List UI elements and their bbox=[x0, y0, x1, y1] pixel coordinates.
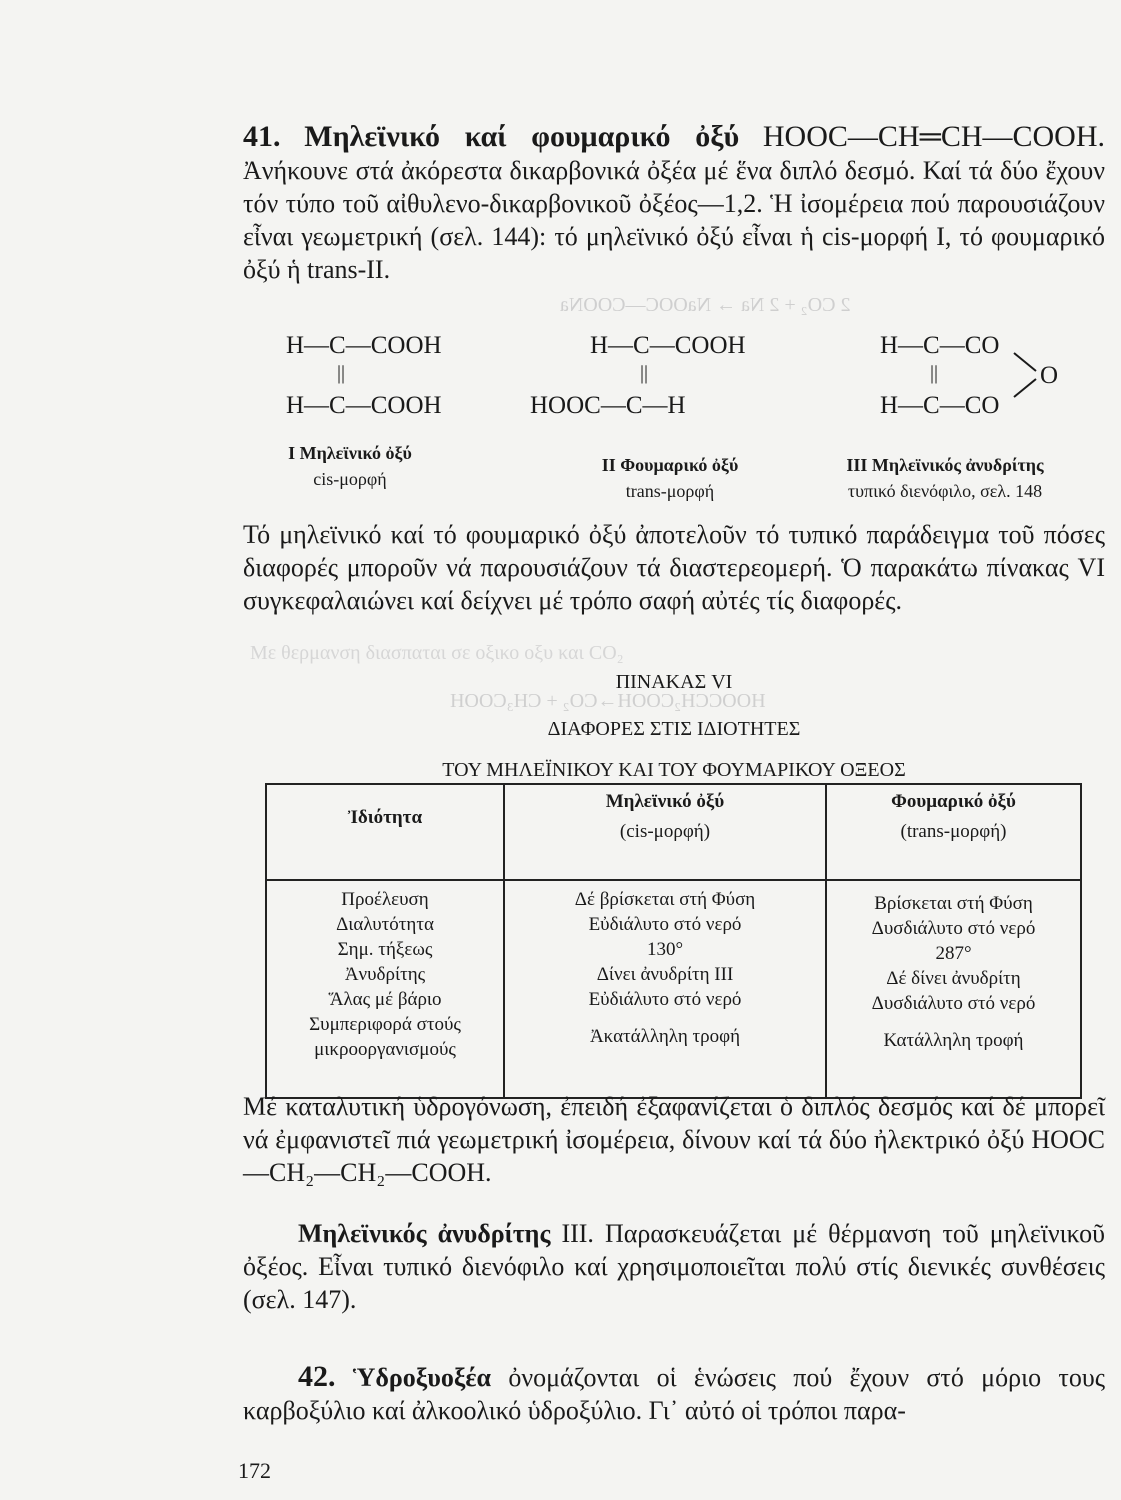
structure-2-top: H—C—COOH bbox=[590, 332, 746, 359]
property-item: Ἀνυδρίτης bbox=[344, 964, 426, 985]
table-label: ΠΙΝΑΚΑΣ VI bbox=[615, 671, 733, 693]
ring-bond-lower bbox=[1014, 379, 1036, 397]
fumaric-cell bbox=[826, 880, 1081, 1098]
section-42-term: Ὑδροξυοξέα bbox=[352, 1363, 492, 1392]
caption-form: trans-μορφή bbox=[625, 481, 715, 501]
maleic-value: Δέ βρίσκεται στή Φύση bbox=[574, 889, 756, 910]
maleic-name: Μηλεϊνικό ὀξύ bbox=[605, 791, 725, 812]
col-header-maleic bbox=[504, 784, 826, 880]
ring-bond-upper bbox=[1014, 353, 1036, 371]
structure-1-bond: || bbox=[337, 362, 346, 384]
fumaric-value: 287° bbox=[935, 943, 972, 964]
structure-2-bond: || bbox=[640, 362, 649, 384]
section-intro: Ἀνήκουνε στά ἀκόρεστα δικαρβονικά ὀξέα μέ ἕνα διπλό δεσμό. Καί τά δύο ἔχουν τόν τύπο τοῦ αἰθυλενο-δικαρβονικοῦ ὀξέος—1,2. Ἡ ἰσομέρεια πού παρουσιάζουν εἶναι γεωμετρική (σελ. 144): τό μηλεϊνικό ὀξύ εἶναι ἡ cis-μορφή I, τό φουμαρικό ὀξύ ἡ trans-II. bbox=[243, 156, 1105, 284]
bleed-through-line: Με θερμανση διασπαται σε οξικο οξυ και CO₂ bbox=[250, 642, 624, 664]
section-42-paragraph bbox=[243, 1360, 1105, 1427]
col-header-property: Ἰδιότητα bbox=[266, 784, 504, 880]
property-cell bbox=[266, 880, 504, 1098]
maleic-value: Εὐδιάλυτο στό νερό bbox=[588, 914, 742, 935]
section-42-number: 42. bbox=[298, 1360, 336, 1393]
structure-3-oxygen: O bbox=[1040, 362, 1059, 389]
fumaric-value: Βρίσκεται στή Φύση bbox=[874, 893, 1033, 914]
caption-structure-2 bbox=[570, 452, 770, 504]
caption-form: τυπικό διενόφιλο, σελ. 148 bbox=[847, 481, 1043, 501]
anhydride-term: Μηλεϊνικός ἀνυδρίτης bbox=[298, 1219, 551, 1248]
bleed-through-line: HOOCCH₂COOH→CO₂ + CH₃COOH bbox=[450, 690, 766, 712]
maleic-cell bbox=[504, 880, 826, 1098]
properties-table bbox=[265, 783, 1082, 1099]
differences-paragraph: Τό μηλεϊνικό καί τό φουμαρικό ὀξύ ἀποτελοῦν τό τυπικό παράδειγμα τοῦ πόσες διαφορές μποροῦν νά παρουσιάζουν τά διαστερεομερή. Ὁ παρακάτω πίνακας VI συγκεφαλαιώνει καί δείχνει μέ τρόπο σαφή αὐτές τίς διαφορές. bbox=[243, 520, 1105, 615]
caption-structure-1 bbox=[260, 440, 440, 492]
table-title-line1: ΔΙΑΦΟΡΕΣ ΣΤΙΣ ΙΔΙΟΤΗΤΕΣ bbox=[547, 718, 801, 740]
property-item: μικροοργανισμούς bbox=[314, 1039, 456, 1060]
fumaric-value: Δυσδιάλυτο στό νερό bbox=[871, 918, 1036, 939]
anhydride-paragraph bbox=[243, 1217, 1105, 1316]
caption-name: I Μηλεϊνικό ὀξύ bbox=[288, 443, 412, 463]
maleic-form: (cis-μορφή) bbox=[619, 821, 711, 842]
structure-2-bottom: HOOC—C—H bbox=[530, 392, 686, 419]
anhydride-text: III. Παρασκευάζεται μέ θέρμανση τοῦ μηλεϊνικοῦ ὀξέος. Εἶναι τυπικό διενόφιλο καί χρησιμοποιεῖται πολύ στίς διενικές συνθέσεις (σελ. 147). bbox=[243, 1219, 1105, 1314]
caption-name: III Μηλεϊνικός ἀνυδρίτης bbox=[846, 455, 1044, 475]
structure-3-bottom: H—C—CO bbox=[880, 392, 1000, 419]
fumaric-value: Δέ δίνει ἀνυδρίτη bbox=[886, 968, 1021, 989]
section-41-paragraph bbox=[243, 120, 1105, 286]
table-title-line2: ΤΟΥ ΜΗΛΕΪΝΙΚΟΥ ΚΑΙ ΤΟΥ ΦΟΥΜΑΡΙΚΟΥ ΟΞΕΟΣ bbox=[442, 759, 906, 781]
structure-1-top: H—C—COOH bbox=[286, 332, 442, 359]
structure-3-bond: || bbox=[930, 362, 939, 384]
property-item: Συμπεριφορά στούς bbox=[309, 1014, 461, 1035]
page-number: 172 bbox=[238, 1458, 271, 1483]
hydrogenation-paragraph: Μέ καταλυτική ὑδρογόνωση, ἐπειδή ἐξαφανίζεται ὁ διπλός δεσμός καί δέ μπορεῖ νά ἐμφανιστεῖ πιά γεωμετρική ἰσομέρεια, δίνουν καί τά δύο ἠλεκτρικό ὀξύ HOOC—CH₂—CH₂—COOH. bbox=[243, 1092, 1105, 1187]
section-42-text: ὀνομάζονται οἱ ἑνώσεις πού ἔχουν στό μόριο τους καρβοξύλιο καί ἀλκοολικό ὑδροξύλιο. Γι᾽ αὐτό οἱ τρόποι παρα- bbox=[243, 1363, 1105, 1425]
fumaric-name: Φουμαρικό ὀξύ bbox=[891, 791, 1016, 812]
section-number: 41. bbox=[243, 120, 281, 153]
caption-structure-3 bbox=[810, 452, 1080, 504]
bleed-through-line: 2 CO₂ + 2 Na → NaOOC—COONa bbox=[560, 294, 851, 316]
maleic-value: 130° bbox=[646, 939, 684, 960]
col-header-fumaric bbox=[826, 784, 1081, 880]
caption-name: II Φουμαρικό ὀξύ bbox=[601, 455, 739, 475]
maleic-value: Δίνει ἀνυδρίτη III bbox=[596, 964, 734, 985]
property-item: Ἅλας μέ βάριο bbox=[328, 989, 442, 1010]
maleic-value: Ἀκατάλληλη τροφή bbox=[589, 1026, 741, 1047]
property-item: Σημ. τήξεως bbox=[337, 939, 433, 960]
fumaric-form: (trans-μορφή) bbox=[900, 821, 1007, 842]
fumaric-value: Δυσδιάλυτο στό νερό bbox=[871, 993, 1036, 1014]
property-item: Προέλευση bbox=[341, 889, 429, 910]
structure-1-bottom: H—C—COOH bbox=[286, 392, 442, 419]
structure-3-top: H—C—CO bbox=[880, 332, 1000, 359]
table-header-row bbox=[266, 784, 1081, 880]
caption-form: cis-μορφή bbox=[313, 469, 387, 489]
section-formula: HOOC—CH═CH—COOH. bbox=[762, 120, 1106, 153]
fumaric-value: Κατάλληλη τροφή bbox=[883, 1030, 1024, 1051]
property-item: Διαλυτότητα bbox=[336, 914, 434, 935]
section-title: Μηλεϊνικό καί φουμαρικό ὀξύ bbox=[304, 120, 740, 153]
maleic-value: Εὐδιάλυτο στό νερό bbox=[588, 989, 742, 1010]
table-body-row bbox=[266, 880, 1081, 1098]
